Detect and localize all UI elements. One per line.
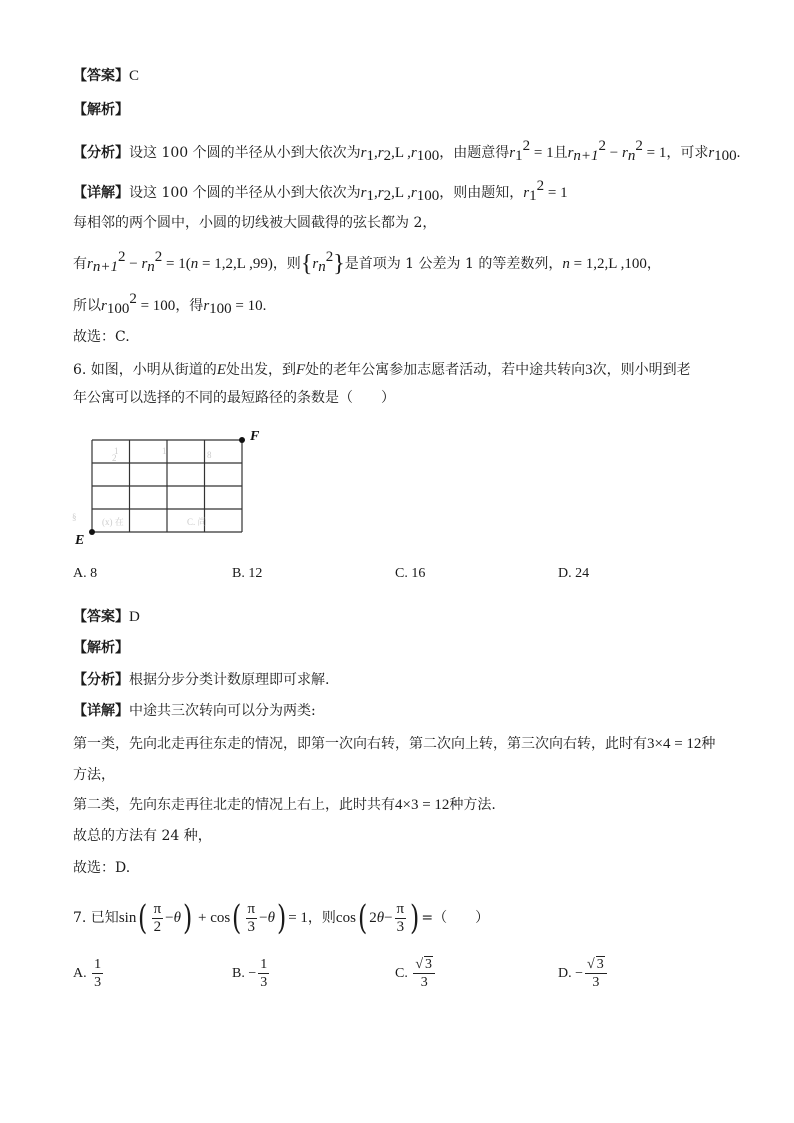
q6-option-b[interactable]: B. 12	[232, 566, 263, 581]
q5-fenxi-line: 【分析】设这 100 个圆的半径从小到大依次为$r_1,r_2,L$ $,r_{100}$，由题意得$r_1^2 = 1$且$r_{n+1}^2 - r_n^2 = 1$，可求$r_{100}$.	[73, 138, 741, 164]
street-grid-figure	[72, 428, 272, 548]
label-f: F	[250, 429, 260, 444]
q6-case2: 第二类，先向东走再往北走的情况上右上，此时共有4×3 = 12种方法.	[73, 797, 496, 813]
q6-answer-line: 【答案】D	[73, 609, 140, 625]
q7-option-d[interactable]: D. − $\frac{√ 3}{3}$	[558, 956, 609, 991]
q6-option-d[interactable]: D. 24	[558, 566, 590, 581]
svg-text:1: 1	[114, 446, 119, 456]
q7-option-b[interactable]: B. − $\frac{1}{3}$	[232, 957, 268, 990]
svg-text:C. 尚: C. 尚	[187, 517, 207, 527]
q6-fenxi-line: 【分析】根据分步分类计数原理即可求解.	[73, 672, 330, 688]
q6-case1: 第一类，先向北走再往东走的情况，即第一次向右转，第二次向上转，第三次向右转，此时有3×4 = 12种	[73, 736, 716, 752]
q6-case1-line2: 方法，	[73, 767, 115, 783]
label-e: E	[75, 533, 85, 548]
svg-text:1: 1	[162, 446, 167, 456]
q5-answer-line	[73, 66, 139, 86]
q7-option-a[interactable]: A. $\frac{1}{3}$	[73, 957, 102, 990]
q6-option-c[interactable]: C. 16	[395, 566, 426, 581]
q6-option-a[interactable]: A. 8	[73, 566, 98, 581]
q6-question-line1: 6. 如图，小明从街道的E处出发，到F处的老年公寓参加志愿者活动，若中途共转向3次，则小明到老	[73, 362, 691, 378]
svg-text:(x) 在: (x) 在	[102, 517, 124, 527]
q7-option-c[interactable]: C. $\frac{√ 3}{3}$	[395, 956, 437, 991]
q7-question: 7. 已知 sin ( $\frac{\pi}{2}$ − θ ) + cos ( $\frac{\pi}{3}$ − θ ) = 1 ，则 cos ( 2 θ − $\frac{\pi}{3}$ ) =（ ）	[73, 898, 490, 938]
q5-detail-line: 【详解】设这 100 个圆的半径从小到大依次为$r_1,r_2,L$ $,r_{100}$，则由题知，$r_1^2 = 1$	[73, 178, 568, 204]
q5-result: 故选：C.	[73, 329, 130, 345]
answer-value: C	[129, 68, 140, 84]
q6-analysis-tag: 【解析】	[73, 640, 129, 656]
point-f-dot	[239, 437, 245, 443]
svg-text:8: 8	[207, 450, 212, 460]
q6-detail-line: 【详解】中途共三次转向可以分为两类:	[73, 703, 316, 719]
q5-line5: 所以$r_{100}^2 = 100$，得$r_{100} = 10$.	[73, 291, 267, 317]
answer-tag: 【答案】	[73, 68, 129, 84]
q6-total: 故总的方法有 24 种，	[73, 828, 212, 844]
q5-line3: 每相邻的两个圆中，小圆的切线被大圆截得的弦长都为 2，	[73, 215, 437, 231]
q5-line4: 有$r_{n+1}^2 - r_n^2 = 1(n = 1,2,L$ ,99)，则$\{r_n^2\}$是首项为 1 公差为 1 的等差数列，n = 1,2,L ,100，	[73, 249, 661, 277]
svg-text:§: §	[72, 512, 77, 522]
q6-result: 故选：D.	[73, 860, 131, 876]
svg-text:2: 2	[112, 453, 117, 463]
point-e-dot	[89, 529, 95, 535]
q5-analysis-tag: 【解析】	[73, 102, 129, 118]
q6-question-line2: 年公寓可以选择的不同的最短路径的条数是（ ）	[73, 390, 395, 406]
